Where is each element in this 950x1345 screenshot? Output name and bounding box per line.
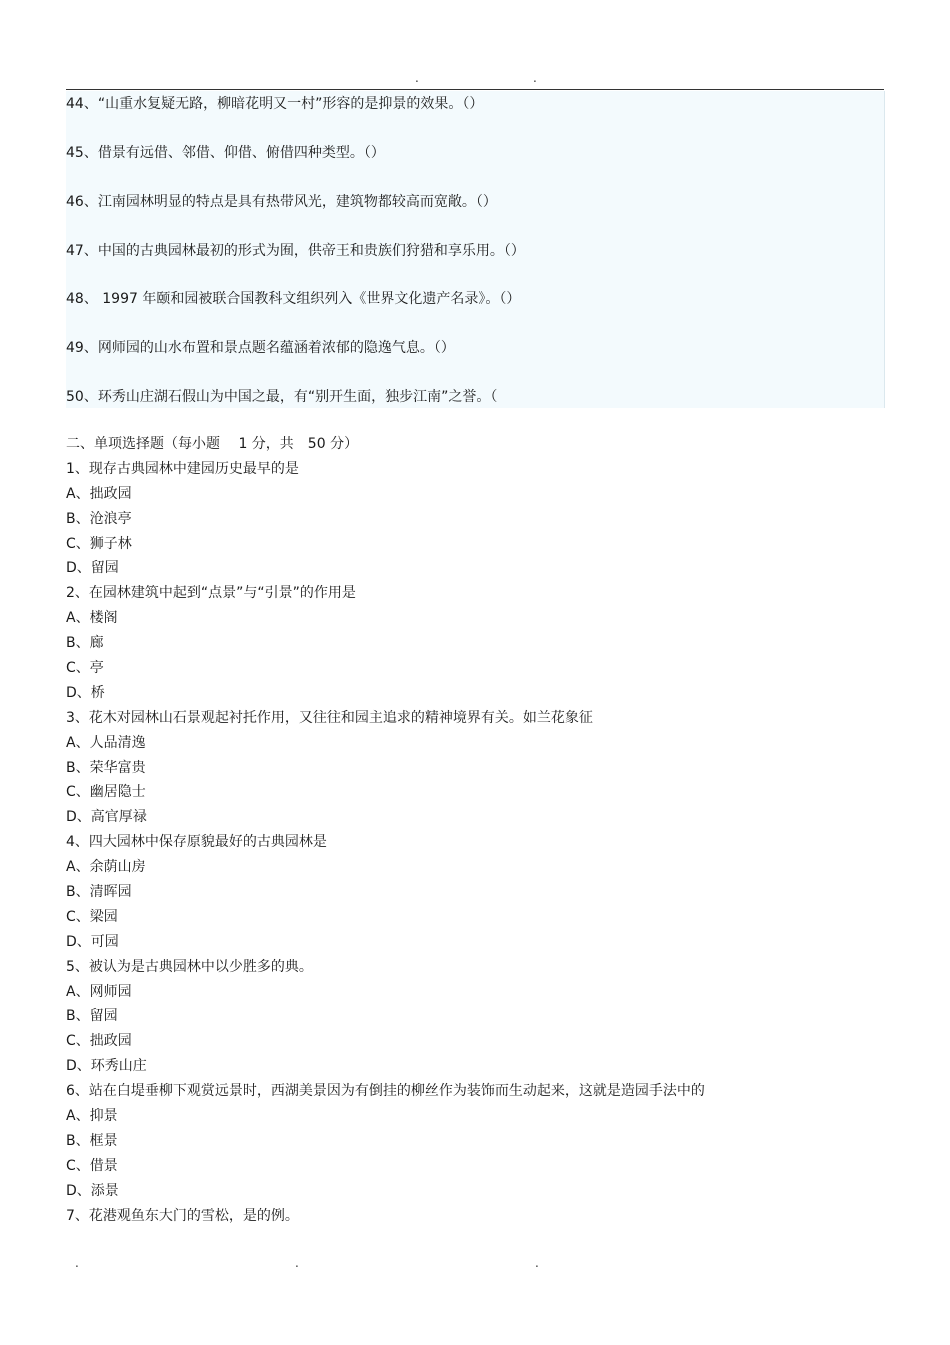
question-44: 44、“山重水复疑无路，柳暗花明又一村”形容的是抑景的效果。（）	[66, 96, 484, 112]
question-49: 49、网师园的山水布置和景点题名蕴涵着浓郁的隐逸气息。（）	[66, 340, 455, 356]
option-3a: A、人品清逸	[66, 734, 146, 751]
question-47: 47、中国的古典园林最初的形式为囿，供帝王和贵族们狩猎和享乐用。（）	[66, 243, 525, 259]
option-5d: D、环秀山庄	[66, 1058, 147, 1075]
option-6b: B、框景	[66, 1132, 118, 1149]
option-6c: C、借景	[66, 1157, 118, 1174]
option-5c: C、拙政园	[66, 1033, 132, 1050]
header-dot-left: .	[415, 71, 419, 85]
option-1a: A、拙政园	[66, 485, 132, 502]
option-4d: D、可园	[66, 933, 119, 950]
option-1d: D、留园	[66, 560, 119, 577]
question-2: 2、在园林建筑中起到“点景”与“引景”的作用是	[66, 585, 356, 602]
footer-dot-middle: .	[295, 1256, 299, 1270]
question-7: 7、花港观鱼东大门的雪松，是的例。	[66, 1207, 299, 1224]
question-46: 46、江南园林明显的特点是具有热带风光，建筑物都较高而宽敞。（）	[66, 194, 497, 210]
option-4a: A、余荫山房	[66, 859, 146, 876]
header-rule	[66, 89, 884, 90]
multiple-choice-section	[66, 432, 884, 1229]
true-false-block	[66, 91, 885, 408]
question-6: 6、站在白堤垂柳下观赏远景时，西湖美景因为有倒挂的柳丝作为装饰而生动起来，这就是造园手法中的	[66, 1083, 705, 1100]
option-2b: B、廊	[66, 635, 104, 652]
question-48: 48、 1997 年颐和园被联合国教科文组织列入《世界文化遗产名录》。（）	[66, 291, 521, 307]
option-5b: B、留园	[66, 1008, 118, 1025]
option-2d: D、桥	[66, 684, 105, 701]
option-6d: D、添景	[66, 1182, 119, 1199]
option-4b: B、清晖园	[66, 884, 132, 901]
option-3c: C、幽居隐士	[66, 784, 146, 801]
footer-dot-right: .	[535, 1256, 539, 1270]
option-3b: B、荣华富贵	[66, 759, 146, 776]
option-2a: A、楼阁	[66, 610, 118, 627]
option-1c: C、狮子林	[66, 535, 132, 552]
option-5a: A、网师园	[66, 983, 132, 1000]
question-45: 45、借景有远借、邻借、仰借、俯借四种类型。（）	[66, 145, 385, 161]
header-dot-right: .	[533, 71, 537, 85]
section-title: 二、单项选择题（每小题 1 分，共 50 分）	[66, 436, 359, 452]
question-5: 5、被认为是古典园林中以少胜多的典。	[66, 958, 313, 975]
option-6a: A、抑景	[66, 1108, 118, 1125]
question-4: 4、四大园林中保存原貌最好的古典园林是	[66, 834, 327, 851]
question-1: 1、现存古典园林中建园历史最早的是	[66, 460, 299, 477]
option-1b: B、沧浪亭	[66, 510, 132, 527]
question-3: 3、花木对园林山石景观起衬托作用，又往往和园主追求的精神境界有关。如兰花象征	[66, 709, 593, 726]
footer-dot-left: .	[75, 1256, 79, 1270]
question-50: 50、环秀山庄湖石假山为中国之最，有“别开生面，独步江南”之誉。（	[66, 389, 498, 405]
option-4c: C、梁园	[66, 908, 118, 925]
option-2c: C、亭	[66, 660, 104, 677]
option-3d: D、高官厚禄	[66, 809, 147, 826]
